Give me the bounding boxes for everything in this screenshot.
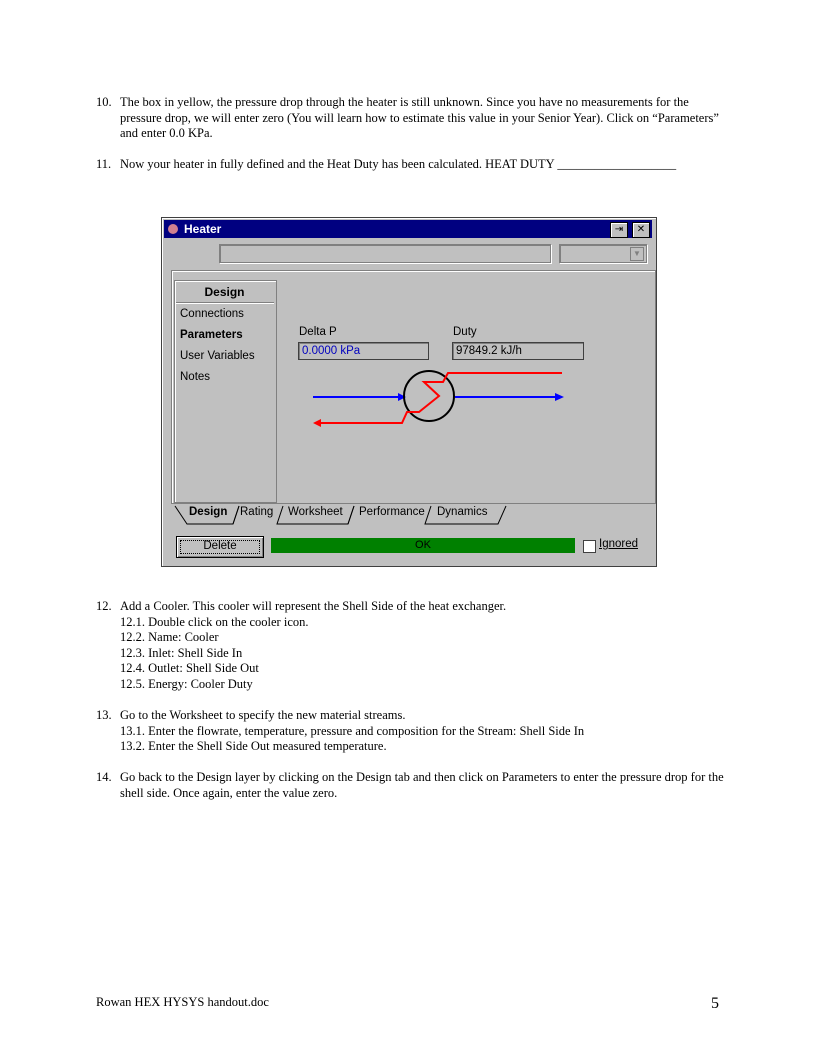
delta-p-label: Delta P	[299, 326, 337, 338]
pin-icon[interactable]: ⇥	[610, 222, 628, 238]
dialog-title: Heater	[184, 222, 222, 236]
ignored-checkbox[interactable]	[583, 540, 596, 553]
title-bar	[164, 220, 652, 238]
footer-doc-name: Rowan HEX HYSYS handout.doc	[96, 995, 269, 1009]
step-text: Go back to the Design layer by clicking on the Design tab and then click on Parameters to enter the pressure drop for the shell side. Once again, enter the value zero.	[120, 770, 724, 800]
substep: 12.5. Energy: Cooler Duty	[120, 677, 253, 691]
step-number: 11.	[96, 157, 112, 171]
duty-label: Duty	[453, 326, 477, 338]
nav-item-parameters[interactable]: Parameters	[180, 329, 243, 341]
step-14	[96, 770, 726, 801]
delete-button[interactable]	[176, 536, 264, 558]
tab-worksheet[interactable]: Worksheet	[288, 506, 343, 518]
fluid-package-select[interactable]	[559, 244, 647, 263]
tab-outline	[173, 502, 513, 528]
duty-field: 97849.2 kJ/h	[452, 342, 584, 360]
substep: 12.1. Double click on the cooler icon.	[120, 615, 309, 629]
divider	[176, 302, 274, 304]
delta-p-field[interactable]: 0.0000 kPa	[298, 342, 429, 360]
step-number: 12.	[96, 599, 112, 613]
ignored-label[interactable]: Ignored	[599, 538, 639, 550]
focus-rect	[180, 540, 260, 554]
nav-item-user-variables[interactable]: User Variables	[180, 350, 255, 362]
tab-dynamics[interactable]: Dynamics	[437, 506, 488, 518]
step-number: 14.	[96, 770, 112, 784]
step-12	[96, 599, 726, 615]
tab-rating[interactable]: Rating	[240, 506, 274, 518]
heater-dialog	[161, 217, 657, 567]
step-10	[96, 95, 726, 142]
page-number: 5	[711, 995, 719, 1012]
substep: 13.1. Enter the flowrate, temperature, pressure and composition for the Stream: Shell Side In	[120, 724, 585, 738]
chevron-down-icon[interactable]: ▼	[630, 247, 644, 261]
app-icon	[168, 224, 178, 234]
name-field[interactable]	[219, 244, 551, 263]
step-text: The box in yellow, the pressure drop through the heater is still unknown. Since you have no measurements for the pressure drop, we will enter zero (You will learn how to estimate this value in your Senior Year). Click on “Parameters” and enter 0.0 KPa.	[120, 95, 719, 140]
arrow-left-icon	[313, 419, 321, 427]
substep: 13.2. Enter the Shell Side Out measured temperature.	[120, 739, 387, 753]
substep: 12.4. Outlet: Shell Side Out	[120, 661, 259, 675]
step-text: Now your heater in fully defined and the Heat Duty has been calculated. HEAT DUTY ___________________	[120, 157, 677, 171]
close-icon[interactable]: ✕	[632, 222, 650, 238]
step-number: 10.	[96, 95, 112, 109]
step-11	[96, 157, 726, 173]
substep: 12.2. Name: Cooler	[120, 630, 219, 644]
nav-header: Design	[204, 285, 245, 299]
heater-schematic	[307, 366, 572, 436]
delete-label: Delete	[203, 540, 237, 552]
tab-design[interactable]: Design	[189, 506, 228, 518]
tab-performance[interactable]: Performance	[359, 506, 425, 518]
status-bar: OK	[271, 538, 575, 553]
arrow-right-icon	[555, 393, 564, 401]
substep: 12.3. Inlet: Shell Side In	[120, 646, 243, 660]
heater-icon	[404, 371, 454, 421]
nav-item-connections[interactable]: Connections	[180, 308, 244, 320]
nav-item-notes[interactable]: Notes	[180, 371, 211, 383]
step-text: Add a Cooler. This cooler will represent the Shell Side of the heat exchanger.	[120, 599, 507, 613]
step-13	[96, 708, 726, 724]
step-number: 13.	[96, 708, 112, 722]
step-text: Go to the Worksheet to specify the new material streams.	[120, 708, 406, 722]
